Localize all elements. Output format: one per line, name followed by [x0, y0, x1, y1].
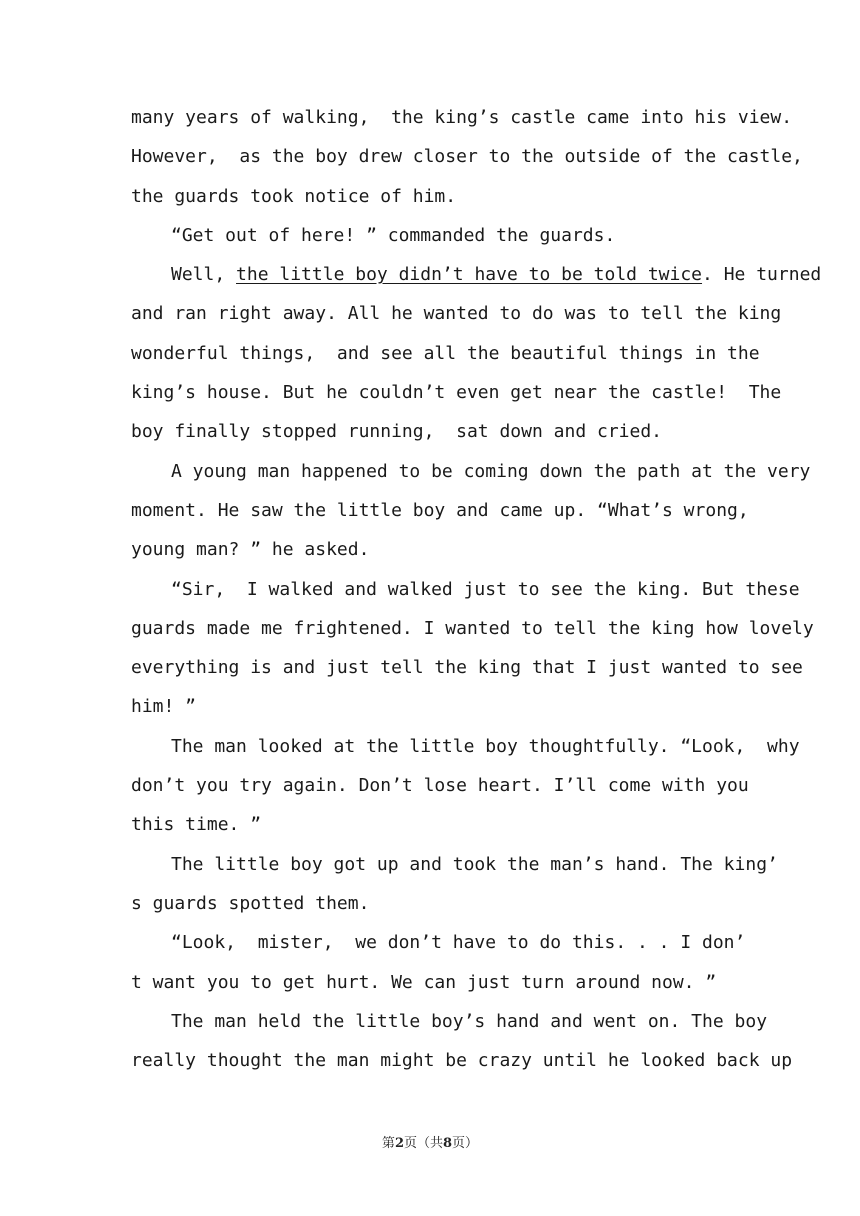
text-line: However, as the boy drew closer to the outside of the castle, — [131, 146, 803, 168]
text-line: “Get out of here! ” commanded the guards. — [171, 224, 616, 246]
text-line: king’s house. But he couldn’t even get near the castle! The — [131, 382, 782, 404]
text-line: “Sir, I walked and walked just to see the king. But these — [171, 578, 800, 600]
text-line: him! ” — [131, 696, 197, 718]
text-line: everything is and just tell the king that I just wanted to see — [131, 657, 803, 679]
text-line: young man? ” he asked. — [131, 539, 370, 561]
text-line: many years of walking, the king’s castle came into his view. — [131, 107, 793, 128]
text-line: t want you to get hurt. We can just turn around now. ” — [131, 971, 717, 993]
text-segment: Well, — [171, 264, 226, 286]
body-text — [131, 98, 822, 1080]
text-line: guards made me frightened. I wanted to tell the king how lovely — [131, 617, 814, 639]
text-line: A young man happened to be coming down the path at the very — [171, 460, 811, 482]
text-line: wonderful things, and see all the beautiful things in the — [131, 342, 760, 364]
text-line: The little boy got up and took the man’s hand. The king’ — [171, 853, 778, 875]
text-line: “Look, mister, we don’t have to do this. . . I don’ — [171, 932, 746, 954]
text-line: The man held the little boy’s hand and went on. The boy — [171, 1010, 768, 1032]
page-footer — [0, 1132, 860, 1151]
text-line: the guards took notice of him. — [131, 185, 457, 207]
text-line: The man looked at the little boy thoughtfully. “Look, why — [171, 735, 800, 757]
text-line: really thought the man might be crazy until he looked back up — [131, 1050, 793, 1072]
text-line — [131, 255, 822, 294]
current-page-number: 2 — [394, 1136, 404, 1151]
text-segment: . He turned — [702, 264, 822, 286]
footer-prefix: 第 — [381, 1136, 395, 1151]
text-line: moment. He saw the little boy and came up. “What’s wrong, — [131, 499, 749, 521]
text-line: don’t you try again. Don’t lose heart. I’ll come with you — [131, 775, 749, 797]
text-line: boy finally stopped running, sat down and cried. — [131, 421, 663, 443]
footer-middle: 页（共 — [403, 1136, 443, 1151]
text-line: and ran right away. All he wanted to do was to tell the king — [131, 303, 782, 325]
footer-suffix: 页） — [452, 1136, 479, 1151]
text-line: s guards spotted them. — [131, 892, 370, 914]
underlined-phrase: the little boy didn’t have to be told twice — [236, 264, 703, 286]
text-line: this time. ” — [131, 814, 262, 836]
total-page-count: 8 — [443, 1136, 453, 1151]
